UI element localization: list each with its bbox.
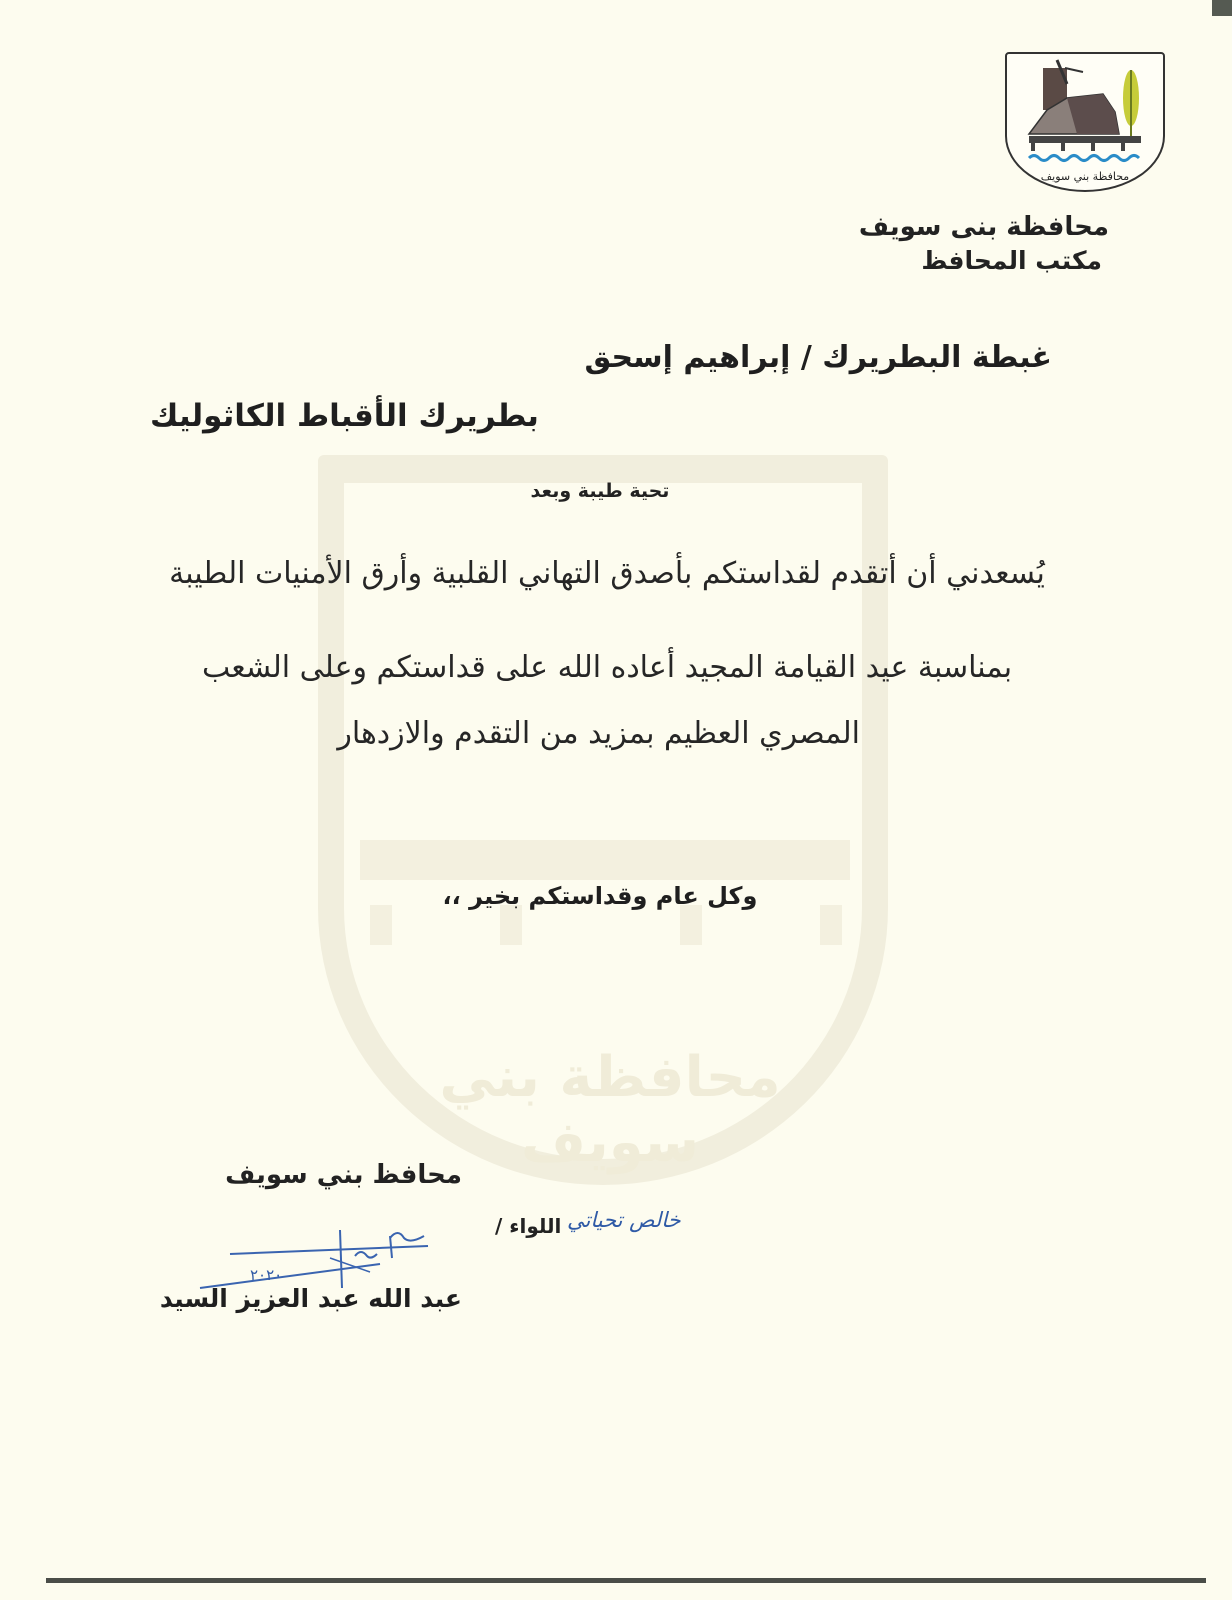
signatory-title: محافظ بني سويف bbox=[225, 1160, 462, 1190]
watermark-pillar bbox=[820, 905, 842, 945]
body-line: يُسعدني أن أتقدم لقداستكم بأصدق التهاني القلبية وأرق الأمنيات الطيبة bbox=[169, 556, 1045, 591]
body-line: بمناسبة عيد القيامة المجيد أعاده الله على قداستكم وعلى الشعب bbox=[201, 650, 1013, 685]
addressee-title: بطريرك الأقباط الكاثوليك bbox=[150, 398, 539, 434]
handwritten-note: خالص تحياتي bbox=[567, 1208, 681, 1232]
salutation: تحية طيبة وبعد bbox=[530, 480, 670, 502]
svg-text:محافظة بني سويف: محافظة بني سويف bbox=[1040, 170, 1130, 183]
governorate-emblem bbox=[1005, 52, 1165, 192]
organization-name: محافظة بنى سويف bbox=[858, 212, 1109, 242]
office-name: مكتب المحافظ bbox=[921, 246, 1102, 275]
watermark-bridge bbox=[360, 840, 850, 880]
scan-corner-mark bbox=[1212, 0, 1232, 16]
handwritten-date: ٢٠٢٠ bbox=[250, 1266, 283, 1284]
watermark-pillar bbox=[500, 905, 522, 945]
signatory-name: عبد الله عبد العزيز السيد bbox=[159, 1284, 462, 1313]
body-line: المصري العظيم بمزيد من التقدم والازدهار bbox=[337, 716, 860, 751]
watermark-text: محافظة بني سويف bbox=[439, 1045, 781, 1175]
footer-divider bbox=[46, 1578, 1206, 1583]
watermark-pillar bbox=[680, 905, 702, 945]
addressee-name: غبطة البطريرك / إبراهيم إسحق bbox=[584, 340, 1052, 375]
signatory-rank: اللواء / bbox=[495, 1214, 562, 1238]
emblem-icon bbox=[1007, 54, 1163, 190]
watermark-pillar bbox=[370, 905, 392, 945]
closing-line: وكل عام وقداستكم بخير ،، bbox=[442, 882, 758, 910]
